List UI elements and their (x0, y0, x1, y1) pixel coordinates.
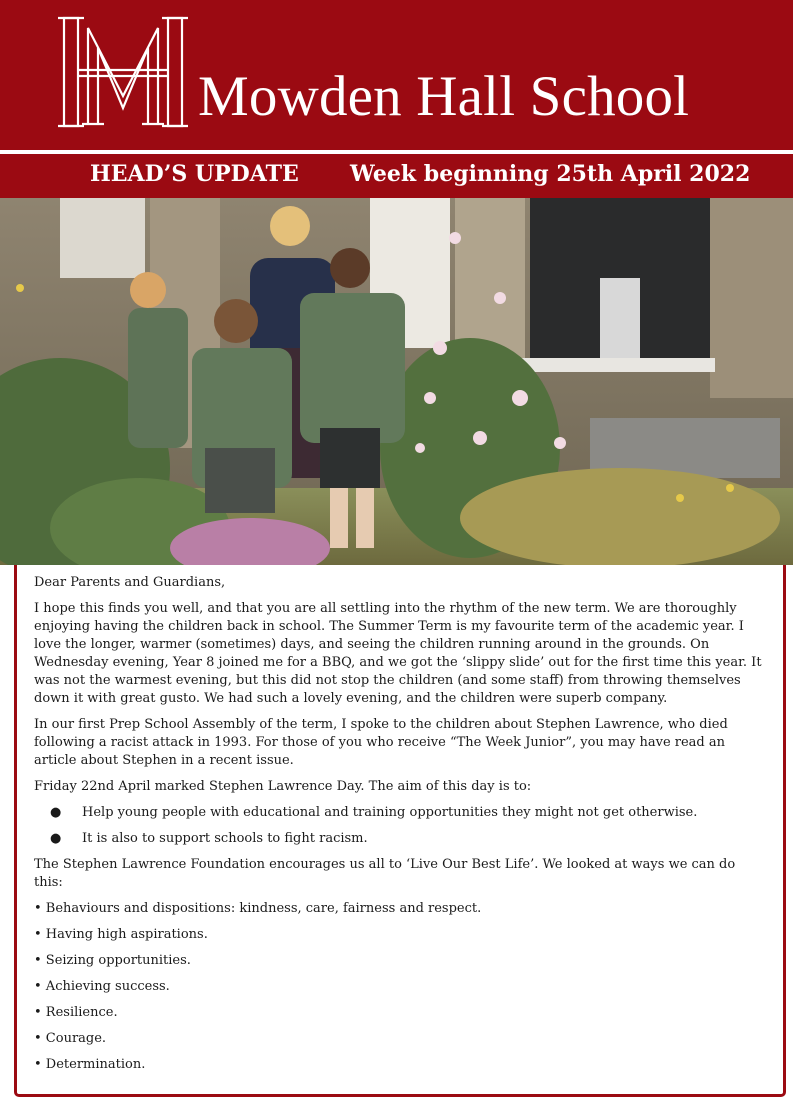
list-item: • Determination. (34, 1057, 146, 1072)
mh-monogram-icon (58, 12, 188, 130)
list-item: • Achieving success. (34, 979, 170, 994)
list-item: ● It is also to support schools to fight racism. (50, 831, 368, 846)
aims-list (34, 804, 764, 848)
week-label: Week beginning 25th April 2022 (350, 161, 751, 187)
paragraph-assembly: In our first Prep School Assembly of the term, I spoke to the children about Stephen Lawrence, who died following a racist attack in 1993. For those of you who receive “The Week Junior”, you may have read an article about Stephen in a recent issue. (34, 717, 728, 768)
subheader-bar (0, 154, 793, 198)
bullet-icon: ● (50, 831, 62, 846)
letter-body (34, 574, 764, 1082)
bullet-icon: ● (50, 805, 62, 820)
header-banner (0, 0, 793, 150)
paragraph-summer-term: I hope this finds you well, and that you are all settling into the rhythm of the new term. We are thoroughly enjoying having the children back in school. The Summer Term is my favourite term of the academic year. I love the longer, warmer (sometimes) days, and seeing the children running around in the grounds. On Wednesday evening, Year 8 joined me for a BBQ, and we got the ‘slippy slide’ out for the first time this year. It was not the warmest evening, but this did not stop the children (and some staff) from throwing themselves down it with great gusto. We had such a lovely evening, and the children were superb company. (34, 601, 762, 706)
update-title: HEAD’S UPDATE (90, 161, 299, 187)
list-item: • Courage. (34, 1031, 107, 1046)
list-item: • Seizing opportunities. (34, 953, 191, 968)
school-name: Mowden Hall School (198, 65, 690, 128)
greeting: Dear Parents and Guardians, (34, 575, 226, 590)
list-item: ● Help young people with educational and training opportunities they might not get otherwise. (50, 805, 698, 820)
list-item: • Behaviours and dispositions: kindness, care, fairness and respect. (34, 901, 482, 916)
hero-photo (0, 198, 793, 565)
list-item: • Resilience. (34, 1005, 118, 1020)
list-item: • Having high aspirations. (34, 927, 208, 942)
ways-list (34, 900, 764, 1074)
paragraph-foundation: The Stephen Lawrence Foundation encourages us all to ‘Live Our Best Life’. We looked at ways we can do this: (34, 857, 736, 890)
paragraph-stephen-lawrence-day: Friday 22nd April marked Stephen Lawrence Day. The aim of this day is to: (34, 779, 532, 794)
